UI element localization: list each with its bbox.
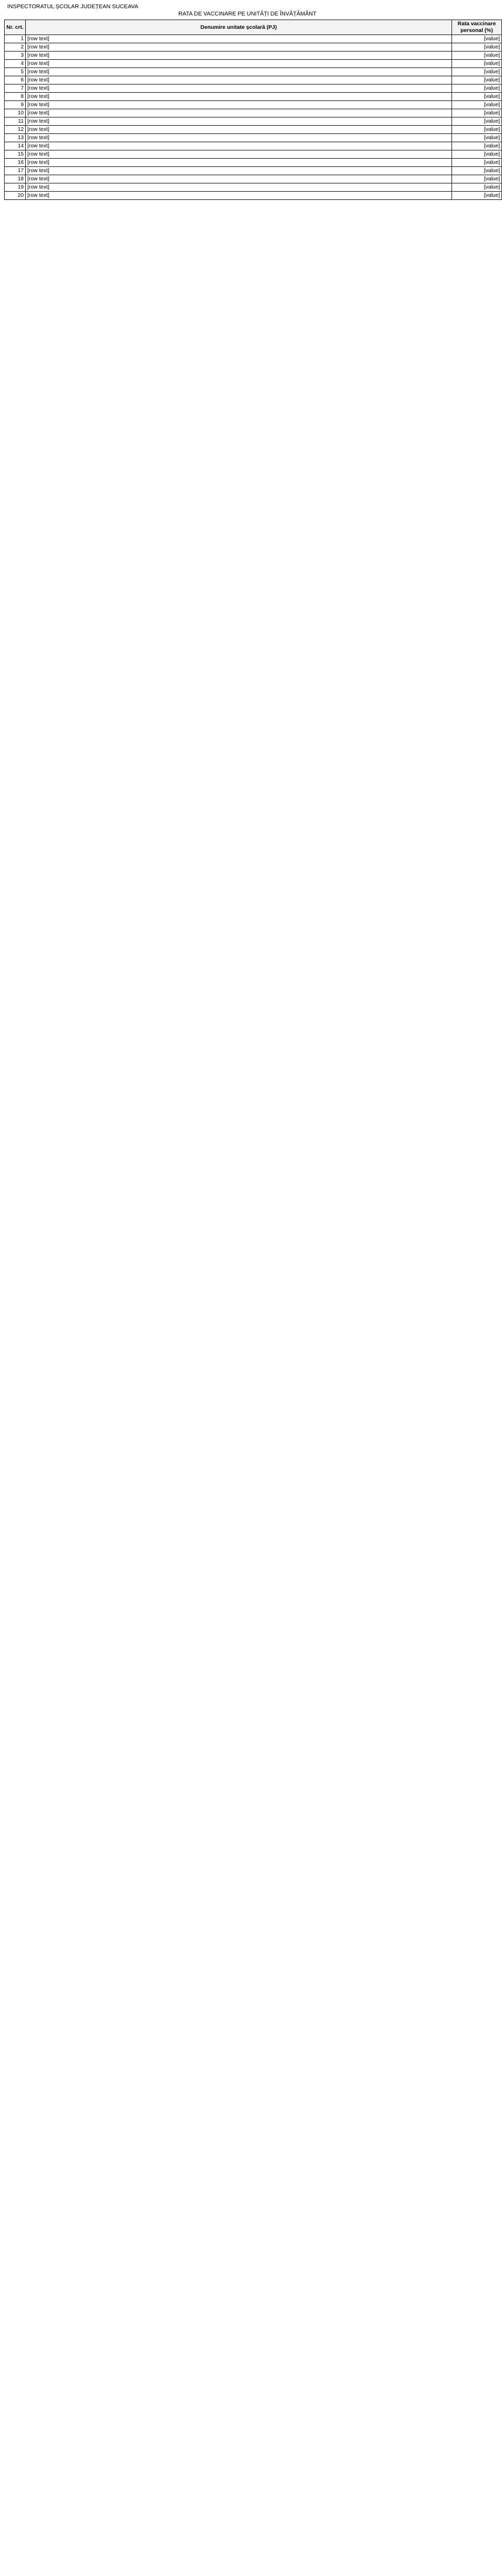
header-line-2: RATA DE VACCINARE PE UNITĂȚI DE ÎNVĂȚĂMÂNT bbox=[178, 11, 316, 17]
table-row bbox=[5, 101, 502, 109]
row-school-name: [row text] bbox=[26, 60, 452, 68]
row-school-name: [row text] bbox=[26, 175, 452, 183]
row-vaccination-rate: [value] bbox=[452, 150, 502, 159]
row-vaccination-rate: [value] bbox=[452, 68, 502, 76]
row-vaccination-rate: [value] bbox=[452, 117, 502, 126]
table-row bbox=[5, 150, 502, 159]
table-row bbox=[5, 167, 502, 175]
row-school-name: [row text] bbox=[26, 134, 452, 142]
row-nr: 12 bbox=[5, 126, 26, 134]
row-school-name: [row text] bbox=[26, 93, 452, 101]
row-vaccination-rate: [value] bbox=[452, 101, 502, 109]
row-nr: 17 bbox=[5, 167, 26, 175]
row-nr: 19 bbox=[5, 183, 26, 192]
table-row bbox=[5, 117, 502, 126]
table-body bbox=[5, 35, 502, 200]
column-header-nr: Nr. crt. bbox=[5, 20, 26, 35]
table-header-row bbox=[5, 20, 502, 35]
row-nr: 8 bbox=[5, 93, 26, 101]
row-nr: 10 bbox=[5, 109, 26, 117]
row-vaccination-rate: [value] bbox=[452, 60, 502, 68]
row-vaccination-rate: [value] bbox=[452, 76, 502, 84]
table-row bbox=[5, 84, 502, 93]
row-school-name: [row text] bbox=[26, 101, 452, 109]
table-row bbox=[5, 134, 502, 142]
row-school-name: [row text] bbox=[26, 43, 452, 52]
row-vaccination-rate: [value] bbox=[452, 52, 502, 60]
row-school-name: [row text] bbox=[26, 167, 452, 175]
row-nr: 16 bbox=[5, 159, 26, 167]
row-nr: 9 bbox=[5, 101, 26, 109]
table-row bbox=[5, 126, 502, 134]
row-vaccination-rate: [value] bbox=[452, 43, 502, 52]
table-row bbox=[5, 109, 502, 117]
table-row bbox=[5, 43, 502, 52]
table-row bbox=[5, 175, 502, 183]
row-school-name: [row text] bbox=[26, 159, 452, 167]
table-row bbox=[5, 35, 502, 43]
row-school-name: [row text] bbox=[26, 117, 452, 126]
row-vaccination-rate: [value] bbox=[452, 167, 502, 175]
table-row bbox=[5, 142, 502, 150]
row-vaccination-rate: [value] bbox=[452, 109, 502, 117]
row-nr: 6 bbox=[5, 76, 26, 84]
row-vaccination-rate: [value] bbox=[452, 175, 502, 183]
row-school-name: [row text] bbox=[26, 142, 452, 150]
table-row bbox=[5, 93, 502, 101]
row-vaccination-rate: [value] bbox=[452, 35, 502, 43]
table-row bbox=[5, 76, 502, 84]
row-vaccination-rate: [value] bbox=[452, 134, 502, 142]
row-nr: 1 bbox=[5, 35, 26, 43]
row-school-name: [row text] bbox=[26, 76, 452, 84]
row-vaccination-rate: [value] bbox=[452, 142, 502, 150]
row-school-name: [row text] bbox=[26, 150, 452, 159]
header-line-1: INSPECTORATUL ȘCOLAR JUDEȚEAN SUCEAVA bbox=[7, 4, 139, 10]
table-row bbox=[5, 60, 502, 68]
row-vaccination-rate: [value] bbox=[452, 93, 502, 101]
row-school-name: [row text] bbox=[26, 126, 452, 134]
document-header bbox=[4, 3, 491, 18]
table-row bbox=[5, 159, 502, 167]
row-school-name: [row text] bbox=[26, 109, 452, 117]
row-nr: 7 bbox=[5, 84, 26, 93]
row-vaccination-rate: [value] bbox=[452, 192, 502, 200]
row-school-name: [row text] bbox=[26, 35, 452, 43]
column-header-rate: Rata vaccinare personal (%) bbox=[452, 20, 502, 35]
row-nr: 14 bbox=[5, 142, 26, 150]
row-nr: 3 bbox=[5, 52, 26, 60]
row-nr: 18 bbox=[5, 175, 26, 183]
row-vaccination-rate: [value] bbox=[452, 159, 502, 167]
row-school-name: [row text] bbox=[26, 183, 452, 192]
row-nr: 5 bbox=[5, 68, 26, 76]
vaccination-table bbox=[4, 20, 502, 200]
row-nr: 2 bbox=[5, 43, 26, 52]
row-nr: 13 bbox=[5, 134, 26, 142]
row-nr: 20 bbox=[5, 192, 26, 200]
row-vaccination-rate: [value] bbox=[452, 126, 502, 134]
row-vaccination-rate: [value] bbox=[452, 183, 502, 192]
row-vaccination-rate: [value] bbox=[452, 84, 502, 93]
row-nr: 15 bbox=[5, 150, 26, 159]
row-school-name: [row text] bbox=[26, 84, 452, 93]
row-nr: 4 bbox=[5, 60, 26, 68]
table-row bbox=[5, 68, 502, 76]
row-school-name: [row text] bbox=[26, 52, 452, 60]
table-row bbox=[5, 52, 502, 60]
column-header-name: Denumire unitate școlară (PJ) bbox=[26, 20, 452, 35]
row-school-name: [row text] bbox=[26, 192, 452, 200]
row-nr: 11 bbox=[5, 117, 26, 126]
table-row bbox=[5, 192, 502, 200]
table-row bbox=[5, 183, 502, 192]
row-school-name: [row text] bbox=[26, 68, 452, 76]
